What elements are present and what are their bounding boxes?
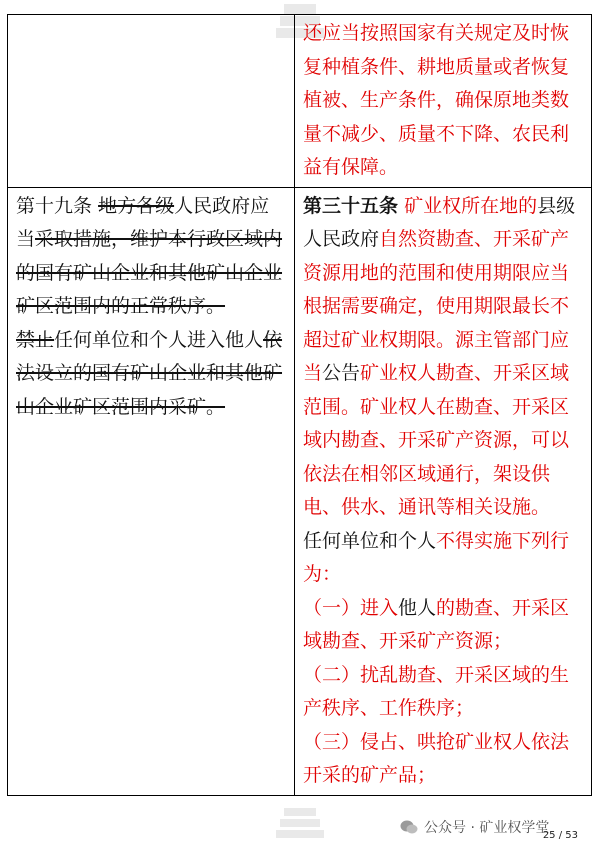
logo-watermark-icon	[270, 806, 330, 842]
account-name: 公众号 · 矿业权学堂	[424, 820, 550, 836]
new-article-para-1	[303, 190, 585, 525]
new-article-para-2	[303, 525, 585, 592]
new-text-cell	[295, 15, 592, 188]
list-item	[303, 592, 585, 659]
added-text: 矿业权人勘查、开采区域范围。矿业权人在勘查、开采区域内勘查、开采矿产资源，可以依法在相邻区域通行，架设供电、供水、通讯等相关设施。	[303, 362, 570, 518]
added-text: 的勘查、开采区域勘查、开采矿产资源；	[303, 596, 570, 652]
page-number: 25 / 53	[542, 830, 578, 841]
comparison-table	[7, 14, 592, 796]
wechat-icon	[400, 819, 418, 835]
new-article-continuation: 还应当按照国家有关规定及时恢复种植条件、耕地质量或者恢复植被、生产条件，确保原地类数量不减少、质量不下降、农民利益有保障。	[303, 22, 570, 178]
old-article-para-2	[16, 324, 288, 425]
list-item: （三）侵占、哄抢矿业权人依法开采的矿产品；	[303, 730, 570, 786]
kept-text: 公告	[322, 362, 361, 384]
old-article-label: 第十九条	[16, 194, 93, 217]
list-item: （二）扰乱勘查、开采区域的生产秩序、工作秩序；	[303, 663, 570, 719]
kept-text: 任何单位和个人	[303, 529, 437, 552]
deleted-text: 依法设立的国有矿山企业和其他矿山企业矿区范围内采矿。	[16, 328, 283, 418]
added-text: 自然资勘查、开采矿产资源用地的范围和使用期限应当根据需要确定，使用期限最长不超过矿业权期限。源主管部门应当	[303, 228, 570, 384]
new-article-label: 第三十五条	[303, 194, 399, 217]
new-text-cell	[295, 187, 592, 795]
kept-text: 人民政府	[303, 228, 380, 250]
old-article-para-1	[16, 190, 288, 324]
kept-text: 人民政府应当	[16, 194, 270, 250]
table-row	[8, 187, 592, 795]
added-text: 不得实施下列行为：	[303, 529, 570, 585]
old-text-cell	[8, 187, 295, 795]
deleted-text: 采取措施，维护本行政区域内的国有矿山企业和其他矿山企业矿区范围内的正常秩序。	[16, 228, 283, 317]
kept-text: 任何单位和个人进入他人	[54, 328, 264, 351]
kept-text: 县级	[537, 194, 576, 217]
kept-text: 他人	[398, 596, 437, 619]
added-text: （一）进入	[303, 596, 399, 619]
added-text: 矿业权所在地的	[404, 194, 538, 217]
deleted-text: 禁止	[16, 328, 55, 351]
deleted-text: 地方各级	[98, 194, 175, 217]
old-text-cell	[8, 15, 295, 188]
table-row	[8, 15, 592, 188]
